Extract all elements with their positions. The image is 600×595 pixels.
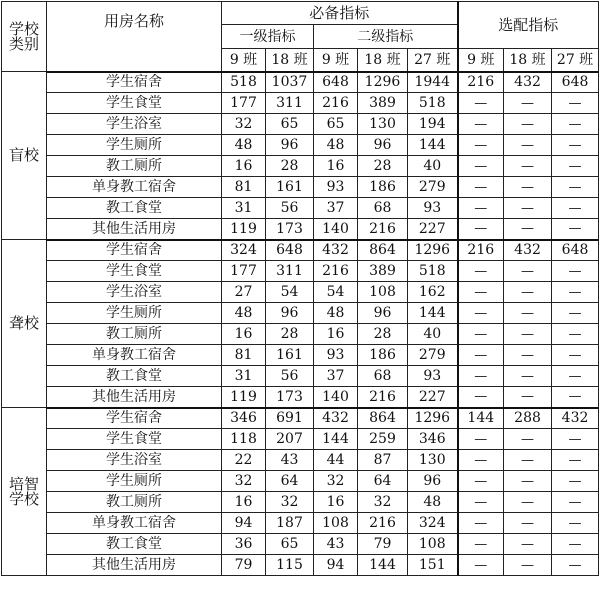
table-row — [2, 450, 599, 471]
table-row — [2, 345, 599, 366]
room-name-cell: 学生浴室 — [47, 450, 222, 471]
value-cell: 216 — [314, 93, 358, 114]
value-cell: 48 — [222, 303, 266, 324]
value-cell: 65 — [314, 114, 358, 135]
value-cell: 173 — [266, 387, 314, 408]
value-cell: — — [552, 366, 599, 387]
class-count-header: 18 班 — [358, 49, 408, 72]
value-cell: 32 — [266, 492, 314, 513]
value-cell: — — [458, 492, 504, 513]
table-row — [2, 219, 599, 240]
value-cell: — — [504, 93, 552, 114]
value-cell: 648 — [552, 72, 599, 93]
value-cell: 54 — [314, 282, 358, 303]
value-cell: 324 — [222, 240, 266, 261]
value-cell: — — [458, 534, 504, 555]
value-cell: — — [458, 324, 504, 345]
value-cell: 40 — [408, 156, 458, 177]
value-cell: 93 — [314, 345, 358, 366]
value-cell: 79 — [222, 555, 266, 576]
value-cell: — — [504, 282, 552, 303]
value-cell: 94 — [222, 513, 266, 534]
table-row — [2, 282, 599, 303]
value-cell: 259 — [358, 429, 408, 450]
value-cell: 28 — [266, 324, 314, 345]
value-cell: — — [552, 198, 599, 219]
value-cell: 311 — [266, 93, 314, 114]
table-row — [2, 198, 599, 219]
value-cell: 118 — [222, 429, 266, 450]
value-cell: 161 — [266, 345, 314, 366]
value-cell: 108 — [408, 534, 458, 555]
room-name-cell: 其他生活用房 — [47, 555, 222, 576]
table-row — [2, 408, 599, 429]
value-cell: — — [552, 219, 599, 240]
value-cell: 48 — [314, 303, 358, 324]
table-row — [2, 261, 599, 282]
room-name-cell: 学生厕所 — [47, 303, 222, 324]
value-cell: — — [504, 114, 552, 135]
room-name-cell: 学生厕所 — [47, 135, 222, 156]
table-row — [2, 387, 599, 408]
value-cell: 324 — [408, 513, 458, 534]
value-cell: 161 — [266, 177, 314, 198]
value-cell: — — [458, 282, 504, 303]
value-cell: 1296 — [408, 240, 458, 261]
value-cell: — — [504, 366, 552, 387]
room-name-cell: 学生浴室 — [47, 282, 222, 303]
value-cell: 648 — [314, 72, 358, 93]
value-cell: — — [458, 261, 504, 282]
table-row — [2, 72, 599, 93]
value-cell: — — [504, 177, 552, 198]
value-cell: 518 — [408, 93, 458, 114]
value-cell: — — [458, 513, 504, 534]
value-cell: 177 — [222, 93, 266, 114]
value-cell: 93 — [408, 366, 458, 387]
value-cell: 279 — [408, 345, 458, 366]
value-cell: 27 — [222, 282, 266, 303]
value-cell: 144 — [458, 408, 504, 429]
value-cell: 96 — [266, 303, 314, 324]
value-cell: 1296 — [358, 72, 408, 93]
value-cell: 96 — [408, 471, 458, 492]
value-cell: 22 — [222, 450, 266, 471]
value-cell: 16 — [222, 324, 266, 345]
value-cell: — — [504, 450, 552, 471]
value-cell: — — [458, 114, 504, 135]
value-cell: 311 — [266, 261, 314, 282]
value-cell: 65 — [266, 114, 314, 135]
value-cell: — — [458, 177, 504, 198]
value-cell: — — [552, 387, 599, 408]
table-row — [2, 366, 599, 387]
value-cell: — — [458, 303, 504, 324]
room-name-cell: 其他生活用房 — [47, 219, 222, 240]
table-row — [2, 471, 599, 492]
value-cell: 31 — [222, 198, 266, 219]
level1-indicator-header: 一级指标 — [222, 25, 314, 49]
table-row — [2, 240, 599, 261]
required-indicator-header: 必备指标 — [222, 2, 458, 25]
value-cell: 28 — [358, 324, 408, 345]
value-cell: 216 — [358, 219, 408, 240]
value-cell: 44 — [314, 450, 358, 471]
school-type-cell: 盲校 — [2, 72, 47, 240]
value-cell: 346 — [222, 408, 266, 429]
value-cell: 1296 — [408, 408, 458, 429]
value-cell: — — [552, 555, 599, 576]
value-cell: — — [552, 324, 599, 345]
value-cell: — — [552, 135, 599, 156]
value-cell: 216 — [314, 261, 358, 282]
class-count-header: 27 班 — [408, 49, 458, 72]
value-cell: 56 — [266, 198, 314, 219]
value-cell: — — [458, 135, 504, 156]
room-name-cell: 单身教工宿舍 — [47, 177, 222, 198]
value-cell: 186 — [358, 345, 408, 366]
value-cell: 194 — [408, 114, 458, 135]
value-cell: — — [504, 261, 552, 282]
school-type-cell: 聋校 — [2, 240, 47, 408]
table-row — [2, 492, 599, 513]
value-cell: — — [552, 345, 599, 366]
value-cell: 16 — [222, 492, 266, 513]
value-cell: 108 — [358, 282, 408, 303]
value-cell: 108 — [314, 513, 358, 534]
value-cell: 144 — [408, 303, 458, 324]
value-cell: 186 — [358, 177, 408, 198]
value-cell: 279 — [408, 177, 458, 198]
value-cell: 144 — [358, 555, 408, 576]
value-cell: 68 — [358, 198, 408, 219]
value-cell: — — [552, 429, 599, 450]
value-cell: 32 — [314, 471, 358, 492]
value-cell: — — [504, 555, 552, 576]
value-cell: 432 — [552, 408, 599, 429]
class-count-header: 18 班 — [504, 49, 552, 72]
value-cell: — — [504, 471, 552, 492]
value-cell: 216 — [458, 240, 504, 261]
room-name-cell: 学生宿舍 — [47, 408, 222, 429]
value-cell: — — [504, 387, 552, 408]
value-cell: 389 — [358, 261, 408, 282]
room-name-header: 用房名称 — [47, 2, 222, 72]
value-cell: — — [552, 177, 599, 198]
value-cell: 81 — [222, 345, 266, 366]
room-name-cell: 教工厕所 — [47, 156, 222, 177]
value-cell: — — [504, 345, 552, 366]
value-cell: 346 — [408, 429, 458, 450]
room-name-cell: 教工厕所 — [47, 324, 222, 345]
value-cell: — — [504, 198, 552, 219]
value-cell: 1944 — [408, 72, 458, 93]
value-cell: — — [552, 93, 599, 114]
room-name-cell: 教工食堂 — [47, 366, 222, 387]
value-cell: 64 — [266, 471, 314, 492]
value-cell: 389 — [358, 93, 408, 114]
school-type-header: 学校类别 — [2, 2, 47, 72]
optional-indicator-header: 选配指标 — [458, 2, 599, 49]
room-name-cell: 学生浴室 — [47, 114, 222, 135]
value-cell: — — [552, 450, 599, 471]
value-cell: — — [552, 471, 599, 492]
value-cell: 93 — [408, 198, 458, 219]
value-cell: — — [504, 324, 552, 345]
class-count-header: 9 班 — [222, 49, 266, 72]
value-cell: 518 — [408, 261, 458, 282]
value-cell: — — [458, 345, 504, 366]
value-cell: 32 — [222, 114, 266, 135]
class-count-header: 9 班 — [314, 49, 358, 72]
value-cell: — — [458, 366, 504, 387]
value-cell: 144 — [408, 135, 458, 156]
value-cell: 130 — [358, 114, 408, 135]
value-cell: 151 — [408, 555, 458, 576]
value-cell: 56 — [266, 366, 314, 387]
table-row — [2, 555, 599, 576]
room-name-cell: 学生食堂 — [47, 429, 222, 450]
value-cell: — — [552, 303, 599, 324]
value-cell: 648 — [266, 240, 314, 261]
value-cell: — — [458, 429, 504, 450]
room-name-cell: 学生厕所 — [47, 471, 222, 492]
value-cell: 864 — [358, 240, 408, 261]
room-name-cell: 学生食堂 — [47, 261, 222, 282]
value-cell: 130 — [408, 450, 458, 471]
value-cell: 81 — [222, 177, 266, 198]
value-cell: 93 — [314, 177, 358, 198]
value-cell: 864 — [358, 408, 408, 429]
value-cell: 207 — [266, 429, 314, 450]
value-cell: — — [504, 303, 552, 324]
room-name-cell: 教工食堂 — [47, 534, 222, 555]
value-cell: — — [458, 471, 504, 492]
value-cell: 48 — [222, 135, 266, 156]
value-cell: — — [552, 534, 599, 555]
value-cell: — — [552, 114, 599, 135]
value-cell: — — [458, 387, 504, 408]
value-cell: — — [504, 513, 552, 534]
room-name-cell: 教工厕所 — [47, 492, 222, 513]
table-row — [2, 324, 599, 345]
level2-indicator-header: 二级指标 — [314, 25, 458, 49]
value-cell: — — [552, 282, 599, 303]
value-cell: 691 — [266, 408, 314, 429]
value-cell: 227 — [408, 219, 458, 240]
value-cell: 227 — [408, 387, 458, 408]
class-count-header: 9 班 — [458, 49, 504, 72]
value-cell: 65 — [266, 534, 314, 555]
table-row — [2, 156, 599, 177]
value-cell: 32 — [222, 471, 266, 492]
school-type-cell: 培智学校 — [2, 408, 47, 576]
value-cell: 48 — [314, 135, 358, 156]
value-cell: 162 — [408, 282, 458, 303]
table-row — [2, 534, 599, 555]
value-cell: 119 — [222, 387, 266, 408]
class-count-header: 27 班 — [552, 49, 599, 72]
value-cell: — — [458, 450, 504, 471]
value-cell: 518 — [222, 72, 266, 93]
value-cell: — — [552, 156, 599, 177]
value-cell: 16 — [222, 156, 266, 177]
value-cell: 173 — [266, 219, 314, 240]
value-cell: 216 — [358, 513, 408, 534]
value-cell: — — [458, 219, 504, 240]
value-cell: 16 — [314, 156, 358, 177]
value-cell: 177 — [222, 261, 266, 282]
value-cell: 16 — [314, 492, 358, 513]
value-cell: 140 — [314, 219, 358, 240]
value-cell: 43 — [266, 450, 314, 471]
value-cell: 216 — [458, 72, 504, 93]
value-cell: — — [458, 156, 504, 177]
value-cell: 648 — [552, 240, 599, 261]
value-cell: 96 — [358, 135, 408, 156]
value-cell: — — [458, 555, 504, 576]
value-cell: 216 — [358, 387, 408, 408]
value-cell: 28 — [358, 156, 408, 177]
table-row — [2, 429, 599, 450]
value-cell: 432 — [504, 72, 552, 93]
table-row — [2, 303, 599, 324]
value-cell: — — [504, 429, 552, 450]
value-cell: 432 — [504, 240, 552, 261]
value-cell: 187 — [266, 513, 314, 534]
value-cell: 68 — [358, 366, 408, 387]
value-cell: 432 — [314, 408, 358, 429]
value-cell: 119 — [222, 219, 266, 240]
value-cell: — — [458, 198, 504, 219]
room-name-cell: 教工食堂 — [47, 198, 222, 219]
value-cell: — — [504, 156, 552, 177]
value-cell: — — [552, 261, 599, 282]
value-cell: 432 — [314, 240, 358, 261]
value-cell: 288 — [504, 408, 552, 429]
value-cell: — — [504, 135, 552, 156]
value-cell: 140 — [314, 387, 358, 408]
value-cell: — — [552, 513, 599, 534]
value-cell: 1037 — [266, 72, 314, 93]
value-cell: — — [504, 492, 552, 513]
value-cell: 94 — [314, 555, 358, 576]
room-name-cell: 学生宿舍 — [47, 240, 222, 261]
table-row — [2, 114, 599, 135]
value-cell: — — [504, 219, 552, 240]
value-cell: 64 — [358, 471, 408, 492]
class-count-header: 18 班 — [266, 49, 314, 72]
value-cell: 54 — [266, 282, 314, 303]
room-name-cell: 学生宿舍 — [47, 72, 222, 93]
value-cell: — — [504, 534, 552, 555]
value-cell: 28 — [266, 156, 314, 177]
table-row — [2, 93, 599, 114]
value-cell: 16 — [314, 324, 358, 345]
value-cell: 43 — [314, 534, 358, 555]
room-name-cell: 其他生活用房 — [47, 387, 222, 408]
value-cell: 32 — [358, 492, 408, 513]
table-row — [2, 177, 599, 198]
value-cell: 48 — [408, 492, 458, 513]
value-cell: 36 — [222, 534, 266, 555]
value-cell: 96 — [358, 303, 408, 324]
value-cell: 40 — [408, 324, 458, 345]
indicator-table — [1, 1, 599, 576]
room-name-cell: 单身教工宿舍 — [47, 345, 222, 366]
value-cell: — — [552, 492, 599, 513]
room-name-cell: 单身教工宿舍 — [47, 513, 222, 534]
value-cell: 37 — [314, 366, 358, 387]
room-name-cell: 学生食堂 — [47, 93, 222, 114]
value-cell: 79 — [358, 534, 408, 555]
value-cell: 87 — [358, 450, 408, 471]
value-cell: 31 — [222, 366, 266, 387]
value-cell: 96 — [266, 135, 314, 156]
table-row — [2, 135, 599, 156]
table-row — [2, 513, 599, 534]
value-cell: 37 — [314, 198, 358, 219]
value-cell: 115 — [266, 555, 314, 576]
value-cell: 144 — [314, 429, 358, 450]
value-cell: — — [458, 93, 504, 114]
